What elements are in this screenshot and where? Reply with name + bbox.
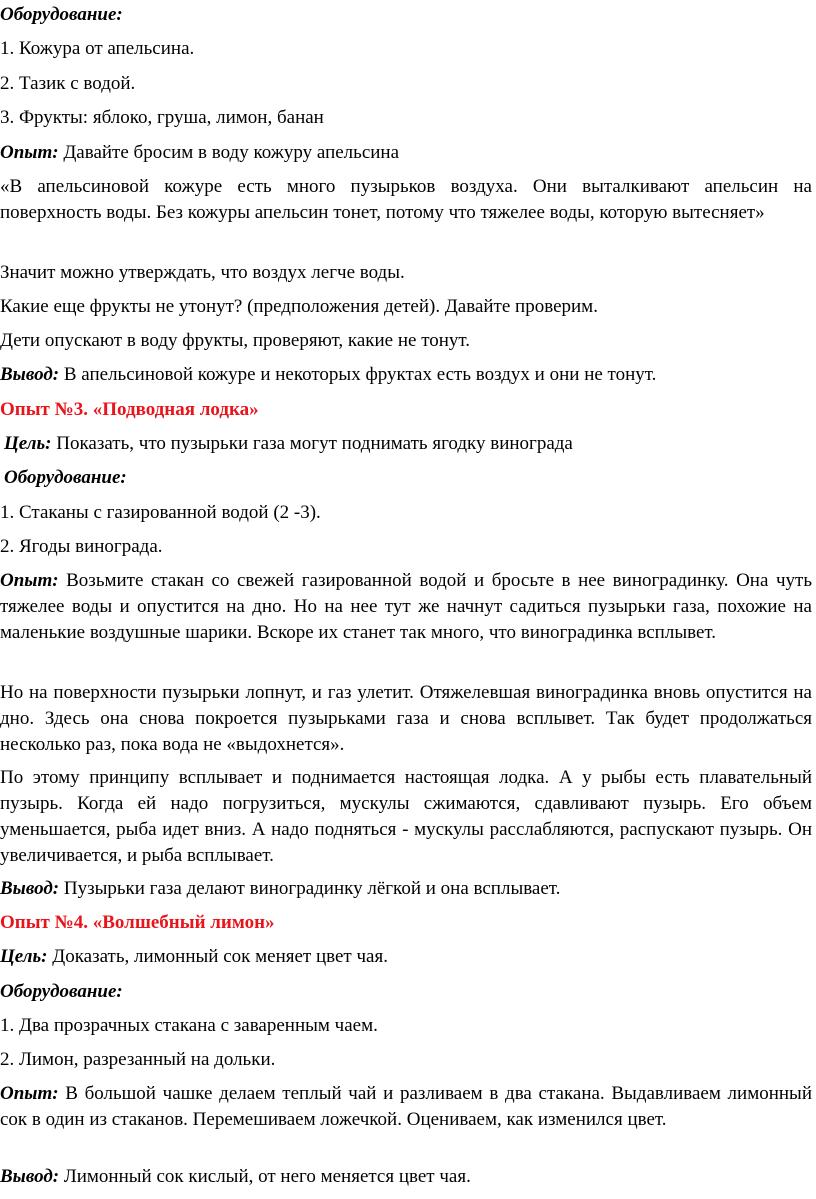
list-item: 1. Стаканы с газированной водой (2 -3). bbox=[0, 502, 321, 523]
list-item: 3. Фрукты: яблоко, груша, лимон, банан bbox=[0, 107, 324, 128]
paragraph: Какие еще фрукты не утонут? (предположения детей). Давайте проверим. bbox=[0, 296, 598, 317]
conclusion-line: Вывод: Лимонный сок кислый, от него меняется цвет чая. bbox=[0, 1166, 471, 1187]
list-item: 2. Ягоды винограда. bbox=[0, 536, 163, 557]
paragraph: Значит можно утверждать, что воздух легче воды. bbox=[0, 262, 405, 283]
equipment-label: Оборудование: bbox=[0, 4, 123, 25]
list-item: 1. Два прозрачных стакана с заваренным чаем. bbox=[0, 1015, 378, 1036]
conclusion-line: Вывод: В апельсиновой кожуре и некоторых фруктах есть воздух и они не тонут. bbox=[0, 364, 657, 385]
experiment-line: Опыт: Давайте бросим в воду кожуру апельсина bbox=[0, 142, 400, 163]
list-item: 2. Тазик с водой. bbox=[0, 73, 136, 94]
paragraph: По этому принципу всплывает и поднимается настоящая лодка. А у рыбы есть плавательный пузырь. Когда ей надо погрузиться, мускулы сжимаются, сдавливают пузырь. Его объем уменьшается, рыба идет вниз. А надо подняться - мускулы расслабляются, распускают пузырь. Он увеличивается, и рыба всплывает. bbox=[0, 767, 812, 866]
list-item: 2. Лимон, разрезанный на дольки. bbox=[0, 1049, 276, 1070]
experiment-paragraph: Опыт: Возьмите стакан со свежей газированной водой и бросьте в нее виноградинку. Она чуть тяжелее воды и опустится на дно. Но на нее тут же начнут садиться пузырьки газа, похожие на маленькие воздушные шарики. Вскоре их станет так много, что виноградинка всплывет. bbox=[0, 570, 812, 643]
paragraph: Но на поверхности пузырьки лопнут, и газ улетит. Отяжелевшая виноградинка вновь опустится на дно. Здесь она снова покроется пузырьками газа и снова всплывет. Так будет продолжаться несколько раз, пока вода не «выдохнется». bbox=[0, 682, 812, 755]
section-heading: Опыт №3. «Подводная лодка» bbox=[0, 399, 259, 420]
list-item: 1. Кожура от апельсина. bbox=[0, 38, 195, 59]
equipment-label: Оборудование: bbox=[0, 981, 123, 1002]
equipment-label: Оборудование: bbox=[4, 467, 127, 488]
goal-line: Цель: Доказать, лимонный сок меняет цвет чая. bbox=[0, 946, 388, 967]
quote-paragraph: «В апельсиновой кожуре есть много пузырьков воздуха. Они выталкивают апельсин на поверхность воды. Без кожуры апельсин тонет, потому что тяжелее воды, которую вытесняет» bbox=[0, 176, 812, 223]
experiment-paragraph: Опыт: В большой чашке делаем теплый чай и разливаем в два стакана. Выдавливаем лимонный сок в один из стаканов. Перемешиваем ложечкой. Оцениваем, как изменился цвет. bbox=[0, 1083, 812, 1130]
conclusion-line: Вывод: Пузырьки газа делают виноградинку лёгкой и она всплывает. bbox=[0, 878, 561, 899]
section-heading: Опыт №4. «Волшебный лимон» bbox=[0, 912, 275, 933]
goal-line: Цель: Показать, что пузырьки газа могут поднимать ягодку винограда bbox=[4, 433, 573, 454]
paragraph: Дети опускают в воду фрукты, проверяют, какие не тонут. bbox=[0, 330, 471, 351]
